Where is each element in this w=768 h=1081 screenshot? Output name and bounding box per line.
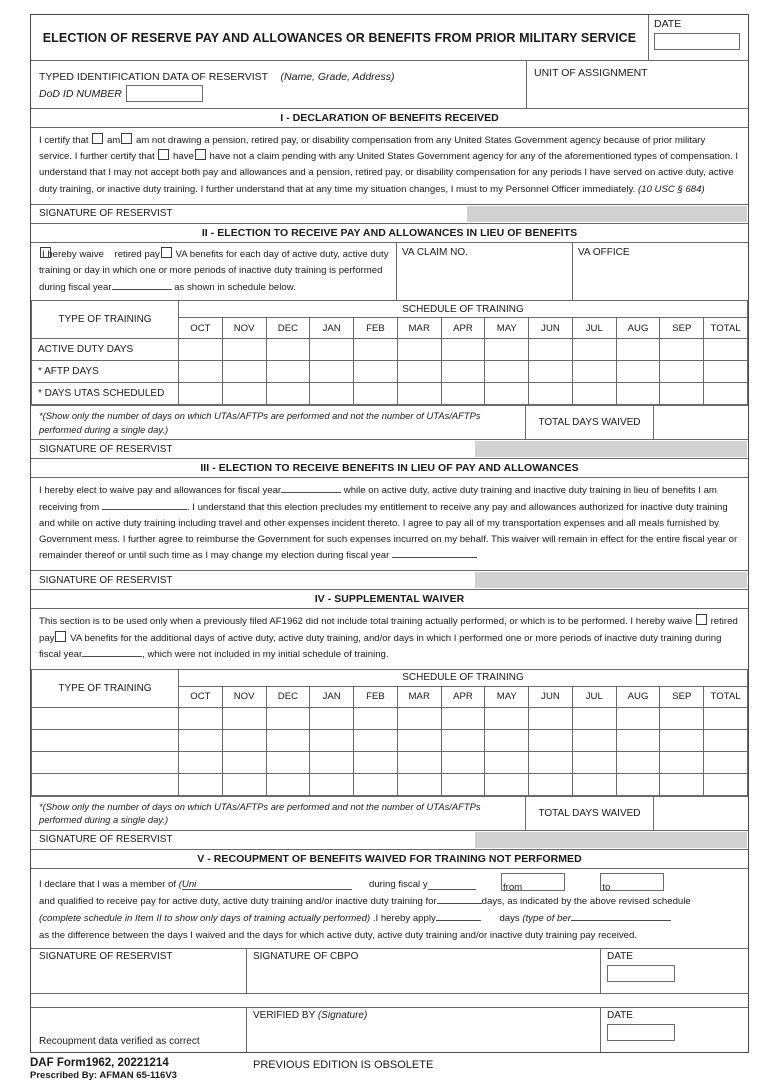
cell-s4-r3-c3[interactable] [310, 773, 354, 795]
schedule-of-training-header-2: SCHEDULE OF TRAINING [179, 669, 748, 686]
section4-signature-field[interactable] [475, 832, 747, 848]
cell-s2-r2-c10[interactable] [616, 383, 660, 405]
va-claim-no-label: VA CLAIM NO. [402, 246, 468, 258]
month-header-jun-2: JUN [529, 686, 573, 707]
section2-total-days-waived-value[interactable] [653, 406, 748, 439]
section5-date-label: DATE [607, 950, 633, 962]
month-header-jul-2: JUL [572, 686, 616, 707]
section1-signature-label: SIGNATURE OF RESERVIST [39, 208, 173, 220]
cell-s4-r0-total[interactable] [704, 707, 748, 729]
cell-s4-r0-c1[interactable] [222, 707, 266, 729]
recoupment-verified-cell [31, 1008, 246, 1052]
month-header-jul: JUL [572, 318, 616, 339]
section-2-note-row [31, 405, 748, 439]
header-date-input[interactable] [654, 33, 740, 50]
section1-text-5: have not a claim pending with any United States Government agency for any of the aforementioned types of compensation. I understand that I may not accept both pay and allowances and a pension, retired pay, or disability compensation for any periods I have served on active duty, active duty training, or inactive duty training. I further understand that at any time my situation changes, I must to my Personnel Officer immediately. [39, 151, 739, 195]
section-1-paragraph [31, 127, 748, 204]
cell-s2-r0-c2[interactable] [266, 339, 310, 361]
cell-s4-r3-c8[interactable] [529, 773, 573, 795]
month-header-feb: FEB [354, 318, 398, 339]
cell-s4-r1-c10[interactable] [616, 729, 660, 751]
section5-text-1c: during fiscal y [368, 878, 428, 890]
section5-from-label: from [502, 881, 523, 893]
unit-of-assignment-block[interactable] [526, 61, 748, 108]
section4-text-1: This section is to be used only when a previously filed AF1962 did not include total training actually performed, or which is to be performed. I hereby waive [39, 616, 693, 628]
cell-s4-r1-c8[interactable] [529, 729, 573, 751]
cell-s4-r1-c9[interactable] [572, 729, 616, 751]
verified-by-cell[interactable] [246, 1008, 600, 1052]
cell-s2-r1-total[interactable] [704, 361, 748, 383]
cell-s2-r0-c7[interactable] [485, 339, 529, 361]
cell-s2-r0-c5[interactable] [397, 339, 441, 361]
month-header-aug-2: AUG [616, 686, 660, 707]
month-header-may: MAY [485, 318, 529, 339]
schedule-table-section-4 [31, 669, 748, 796]
cell-s2-r2-c0[interactable] [179, 383, 223, 405]
cell-s2-r0-c8[interactable] [529, 339, 573, 361]
section5-apply-days-field[interactable] [436, 920, 481, 921]
section5-spacer-row [31, 993, 748, 1007]
table-row [32, 729, 748, 751]
month-header-jan-2: JAN [310, 686, 354, 707]
cell-s4-r2-c9[interactable] [572, 751, 616, 773]
cell-s4-r0-c10[interactable] [616, 707, 660, 729]
section1-text-4: have [173, 151, 194, 163]
section5-cbpo-signature-cell[interactable] [246, 949, 600, 993]
cell-s2-r1-c7[interactable] [485, 361, 529, 383]
checkbox-am[interactable] [92, 133, 103, 144]
section3-text-1: I hereby elect to waive pay and allowances for fiscal year [39, 485, 282, 497]
cell-s2-r0-c10[interactable] [616, 339, 660, 361]
cell-s4-r0-c0[interactable] [179, 707, 223, 729]
section-4-bar: IV - SUPPLEMENTAL WAIVER [31, 589, 748, 608]
section3-signature-label: SIGNATURE OF RESERVIST [39, 574, 173, 586]
section-2-signature-row [31, 439, 748, 458]
cell-s2-r1-c0[interactable] [179, 361, 223, 383]
cell-s2-r1-c9[interactable] [572, 361, 616, 383]
footer-obsolete-notice: PREVIOUS EDITION IS OBSOLETE [253, 1058, 434, 1071]
cell-s4-r0-c8[interactable] [529, 707, 573, 729]
header-date-label: DATE [654, 18, 682, 30]
section5-date-input[interactable] [607, 965, 675, 982]
cell-s4-r3-total[interactable] [704, 773, 748, 795]
month-header-nov: NOV [222, 318, 266, 339]
cell-s4-r2-c0[interactable] [179, 751, 223, 773]
cell-s4-r1-c11[interactable] [660, 729, 704, 751]
cell-s2-r2-c8[interactable] [529, 383, 573, 405]
verification-date-label: DATE [607, 1009, 633, 1021]
cell-s4-r3-c1[interactable] [222, 773, 266, 795]
section5-to-wrapper [600, 879, 664, 893]
section1-signature-field[interactable] [467, 206, 747, 222]
cell-s4-r0-label[interactable] [32, 707, 179, 729]
footer-prescribed-by: Prescribed By: AFMAN 65-116V3 [30, 1069, 177, 1081]
cell-s4-r1-c4[interactable] [354, 729, 398, 751]
cell-s2-r0-c6[interactable] [441, 339, 485, 361]
section2-fiscal-year-field[interactable] [112, 289, 172, 290]
section3-text-3: . I understand that this election precludes my entitlement to receive any pay and allowances authorized for inactive duty training and while on active duty training including travel and other expenses incident thereto. I agree to pay all of my transportation expenses and all meals furnished by Government mess. I further agree to reimburse the Government for such expenses incurred on my behalf. This waiver will remain in effect for the entire fiscal year or remainder thereof or until such time as I may change my election during fiscal year [39, 501, 738, 562]
section5-text-3b: .I hereby apply [372, 912, 436, 924]
daf-1962-form [30, 14, 749, 1053]
section5-reservist-signature-cell[interactable] [31, 949, 246, 993]
section5-days-field[interactable] [437, 903, 482, 904]
cell-s4-r3-c4[interactable] [354, 773, 398, 795]
section3-signature-field[interactable] [475, 572, 747, 588]
verification-date-cell [600, 1008, 748, 1052]
type-of-training-header-2: TYPE OF TRAINING [32, 669, 179, 707]
section-3-bar: III - ELECTION TO RECEIVE BENEFITS IN LIEU OF PAY AND ALLOWANCES [31, 458, 748, 477]
section-1-signature-row [31, 204, 748, 223]
cell-s4-r1-c2[interactable] [266, 729, 310, 751]
section-3-signature-row [31, 570, 748, 589]
cell-s2-r1-c6[interactable] [441, 361, 485, 383]
row-label-days-utas-scheduled: * DAYS UTAS SCHEDULED [32, 383, 179, 405]
cell-s2-r2-c1[interactable] [222, 383, 266, 405]
cell-s4-r0-c5[interactable] [397, 707, 441, 729]
section2-text-2: retired pay [114, 248, 160, 260]
section4-fiscal-year-field[interactable] [82, 656, 142, 657]
cell-s4-r2-c1[interactable] [222, 751, 266, 773]
section-2-waiver-row [31, 242, 748, 301]
total-header-2: TOTAL [704, 686, 748, 707]
cell-s2-r2-c6[interactable] [441, 383, 485, 405]
cell-s2-r0-c11[interactable] [660, 339, 704, 361]
section3-benefit-source-field[interactable] [102, 509, 187, 510]
section-4-paragraph [31, 608, 748, 669]
month-header-apr: APR [441, 318, 485, 339]
section-5-body [31, 868, 748, 948]
cell-s4-r3-c11[interactable] [660, 773, 704, 795]
table-row [32, 361, 748, 383]
cell-s4-r2-c10[interactable] [616, 751, 660, 773]
cell-s4-r2-c6[interactable] [441, 751, 485, 773]
section4-total-days-waived-label: TOTAL DAYS WAIVED [525, 797, 653, 830]
dod-id-label: DoD ID NUMBER [39, 87, 122, 100]
month-header-mar-2: MAR [397, 686, 441, 707]
section4-utas-note: *(Show only the number of days on which UTAs/AFTPs are performed and not the number of UTAs/AFTPs performed during a single day.) [39, 800, 481, 826]
cell-s4-r2-c7[interactable] [485, 751, 529, 773]
cell-s4-r3-c7[interactable] [485, 773, 529, 795]
section2-total-days-waived-label: TOTAL DAYS WAIVED [525, 406, 653, 439]
total-header: TOTAL [704, 318, 748, 339]
cell-s4-r2-total[interactable] [704, 751, 748, 773]
cell-s4-r3-c9[interactable] [572, 773, 616, 795]
month-header-aug: AUG [616, 318, 660, 339]
section3-change-year-field[interactable] [392, 557, 477, 558]
section4-total-days-waived-value[interactable] [653, 797, 748, 830]
section4-text-3: VA benefits for the additional days of active duty, active duty training, and/or days in which I performed one or more periods of inactive duty training during fiscal year [39, 632, 722, 660]
month-header-jun: JUN [529, 318, 573, 339]
section2-text-1: I hereby waive [42, 248, 104, 260]
section5-text-3a: (complete schedule in Item II to show only days of training actually performed) [39, 912, 371, 924]
page-title: ELECTION OF RESERVE PAY AND ALLOWANCES OR BENEFITS FROM PRIOR MILITARY SERVICE [42, 30, 637, 45]
dod-id-input[interactable] [126, 85, 203, 102]
cell-s2-r1-c11[interactable] [660, 361, 704, 383]
row-label-active-duty-days: ACTIVE DUTY DAYS [32, 339, 179, 361]
dod-id-row [39, 85, 203, 102]
identification-row [31, 60, 748, 108]
section-4-signature-row [31, 830, 748, 849]
schedule-table-section-2 [31, 300, 748, 405]
section5-line-2 [39, 893, 740, 910]
table-row [32, 751, 748, 773]
month-header-dec-2: DEC [266, 686, 310, 707]
section3-text-2: while on active duty, active duty training and inactive duty training in lieu of benefits I am receiving from [39, 485, 717, 513]
checkbox-supplemental-retired-pay[interactable] [696, 614, 707, 625]
section5-line-4: as the difference between the days I waived and the days for which active duty, active duty training and/or inactive duty training pay received. [39, 929, 638, 941]
month-header-may-2: MAY [485, 686, 529, 707]
section-2-bar: II - ELECTION TO RECEIVE PAY AND ALLOWANCES IN LIEU OF BENEFITS [31, 223, 748, 242]
header-date-block [648, 15, 748, 60]
cell-s2-r2-c7[interactable] [485, 383, 529, 405]
cell-s4-r1-label[interactable] [32, 729, 179, 751]
cell-s4-r0-c2[interactable] [266, 707, 310, 729]
va-office-label: VA OFFICE [578, 246, 630, 258]
section5-verification-row [31, 1007, 748, 1052]
checkbox-have[interactable] [158, 149, 169, 160]
cell-s4-r0-c7[interactable] [485, 707, 529, 729]
cell-s4-r1-c3[interactable] [310, 729, 354, 751]
cell-s2-r2-c3[interactable] [310, 383, 354, 405]
cell-s2-r1-c1[interactable] [222, 361, 266, 383]
section-1-bar: I - DECLARATION OF BENEFITS RECEIVED [31, 108, 748, 127]
cell-s4-r3-c5[interactable] [397, 773, 441, 795]
cell-s4-r2-c4[interactable] [354, 751, 398, 773]
section-5-bar: V - RECOUPMENT OF BENEFITS WAIVED FOR TRAINING NOT PERFORMED [31, 849, 748, 868]
verified-by-hint: (Signature) [317, 1009, 368, 1021]
section5-date-cell [600, 949, 748, 993]
checkbox-have-not[interactable] [195, 149, 206, 160]
footer-form-id: DAF Form1962, 20221214 [30, 1056, 169, 1069]
section4-text-2: retired pay [39, 616, 738, 644]
section5-reservist-signature-label: SIGNATURE OF RESERVIST [39, 950, 173, 962]
footer-left [30, 1057, 220, 1081]
cell-s2-r1-c8[interactable] [529, 361, 573, 383]
cell-s4-r2-c3[interactable] [310, 751, 354, 773]
section5-unit-field[interactable] [182, 889, 352, 890]
schedule-of-training-header: SCHEDULE OF TRAINING [179, 301, 748, 318]
cell-s2-r2-c11[interactable] [660, 383, 704, 405]
month-header-oct: OCT [179, 318, 223, 339]
cell-s2-r0-c3[interactable] [310, 339, 354, 361]
cell-s4-r3-c2[interactable] [266, 773, 310, 795]
cell-s4-r1-c0[interactable] [179, 729, 223, 751]
cell-s2-r2-c5[interactable] [397, 383, 441, 405]
section5-text-2a: and qualified to receive pay for active duty, active duty training and/or inactive duty training for [39, 895, 437, 907]
cell-s4-r3-c10[interactable] [616, 773, 660, 795]
checkbox-supplemental-va-benefits[interactable] [55, 631, 66, 642]
section5-cbpo-signature-label: SIGNATURE OF CBPO [253, 950, 359, 962]
section5-text-3d: (type of ber [522, 912, 571, 924]
va-claim-no-block[interactable] [396, 243, 572, 301]
cell-s2-r1-c2[interactable] [266, 361, 310, 383]
schedule-header-row-1 [32, 301, 748, 318]
table-row [32, 707, 748, 729]
month-header-jan: JAN [310, 318, 354, 339]
cell-s4-r1-c1[interactable] [222, 729, 266, 751]
section5-fiscal-year-field[interactable] [428, 889, 476, 890]
cell-s4-r0-c6[interactable] [441, 707, 485, 729]
month-header-sep: SEP [660, 318, 704, 339]
cell-s2-r2-c4[interactable] [354, 383, 398, 405]
table-row [32, 383, 748, 405]
cell-s4-r0-c4[interactable] [354, 707, 398, 729]
checkbox-waive-va-benefits[interactable] [161, 247, 172, 258]
cell-s4-r0-c9[interactable] [572, 707, 616, 729]
section2-signature-field[interactable] [475, 441, 747, 457]
cell-s2-r1-c3[interactable] [310, 361, 354, 383]
cell-s4-r1-c7[interactable] [485, 729, 529, 751]
section4-signature-label: SIGNATURE OF RESERVIST [39, 834, 173, 846]
section5-line-1 [39, 873, 740, 893]
cell-s4-r1-c5[interactable] [397, 729, 441, 751]
month-header-apr-2: APR [441, 686, 485, 707]
verified-by-label: VERIFIED BY [253, 1009, 316, 1021]
section2-utas-note: *(Show only the number of days on which UTAs/AFTPs are performed and not the number of UTAs/AFTPs performed during a single day.) [39, 410, 481, 435]
cell-s2-r2-c9[interactable] [572, 383, 616, 405]
section1-text-1: I certify that [39, 135, 89, 146]
unit-of-assignment-label: UNIT OF ASSIGNMENT [534, 67, 648, 79]
cell-s4-r0-c3[interactable] [310, 707, 354, 729]
cell-s4-r3-c0[interactable] [179, 773, 223, 795]
cell-s2-r1-c4[interactable] [354, 361, 398, 383]
cell-s4-r2-c5[interactable] [397, 751, 441, 773]
section1-text-3: am not drawing a pension, retired pay, or disability compensation from any United States Government agency because of prior military service. I further certify that [39, 135, 706, 163]
month-header-oct-2: OCT [179, 686, 223, 707]
section5-to-label: to [602, 881, 611, 893]
cell-s2-r0-c0[interactable] [179, 339, 223, 361]
section5-benefit-type-field[interactable] [571, 920, 671, 921]
cell-s4-r3-label[interactable] [32, 773, 179, 795]
section1-citation: (10 USC § 684) [638, 183, 705, 195]
cell-s4-r2-c2[interactable] [266, 751, 310, 773]
cell-s4-r2-c11[interactable] [660, 751, 704, 773]
row-label-aftp-days: * AFTP DAYS [32, 361, 179, 383]
recoupment-verified-label: Recoupment data verified as correct [39, 1035, 200, 1047]
section2-waiver-text [31, 243, 396, 301]
cell-s2-r0-c4[interactable] [354, 339, 398, 361]
month-header-dec: DEC [266, 318, 310, 339]
section-3-paragraph [31, 477, 748, 570]
cell-s2-r2-c2[interactable] [266, 383, 310, 405]
cell-s2-r1-c10[interactable] [616, 361, 660, 383]
cell-s2-r2-total[interactable] [704, 383, 748, 405]
section4-text-4: , which were not included in my initial schedule of training. [142, 648, 389, 660]
table-row [32, 339, 748, 361]
cell-s2-r0-c1[interactable] [222, 339, 266, 361]
cell-s2-r0-c9[interactable] [572, 339, 616, 361]
section-4-note-row [31, 796, 748, 830]
typed-identification-label: TYPED IDENTIFICATION DATA OF RESERVIST [39, 71, 269, 83]
form-footer [30, 1057, 749, 1081]
section2-text-3: VA benefits for each day of active duty, active duty training or day in which one or more periods of inactive duty training is performed during fiscal year [39, 248, 389, 293]
cell-s2-r1-c5[interactable] [397, 361, 441, 383]
section5-text-1a: I declare that I was a member of [39, 878, 177, 890]
cell-s4-r1-c6[interactable] [441, 729, 485, 751]
table-row [32, 773, 748, 795]
typed-identification-block [31, 61, 526, 108]
cell-s4-r0-c11[interactable] [660, 707, 704, 729]
month-header-feb-2: FEB [354, 686, 398, 707]
section5-unit-hint: (Uni [178, 878, 197, 890]
va-office-block[interactable] [572, 243, 748, 301]
section5-from-wrapper [501, 879, 565, 893]
month-header-nov-2: NOV [222, 686, 266, 707]
checkbox-am-not[interactable] [121, 133, 132, 144]
cell-s4-r3-c6[interactable] [441, 773, 485, 795]
verification-date-input[interactable] [607, 1024, 675, 1041]
section5-line-3 [39, 910, 740, 927]
month-header-sep-2: SEP [660, 686, 704, 707]
cell-s4-r2-c8[interactable] [529, 751, 573, 773]
type-of-training-header: TYPE OF TRAINING [32, 301, 179, 339]
cell-s4-r2-label[interactable] [32, 751, 179, 773]
section5-text-3c: days [499, 912, 520, 924]
month-header-mar: MAR [397, 318, 441, 339]
section5-signature-row-1 [31, 948, 748, 993]
section5-text-2b: days, as indicated by the above revised schedule [481, 895, 691, 907]
section1-text-2: am [106, 135, 121, 146]
typed-identification-hint: (Name, Grade, Address) [280, 71, 395, 83]
section3-fiscal-year-field[interactable] [281, 492, 341, 493]
title-row [31, 15, 748, 60]
section2-signature-label: SIGNATURE OF RESERVIST [39, 443, 173, 455]
cell-s4-r1-total[interactable] [704, 729, 748, 751]
section2-text-4: as shown in schedule below. [174, 281, 296, 293]
schedule-header-row-1 [32, 669, 748, 686]
cell-s2-r0-total[interactable] [704, 339, 748, 361]
